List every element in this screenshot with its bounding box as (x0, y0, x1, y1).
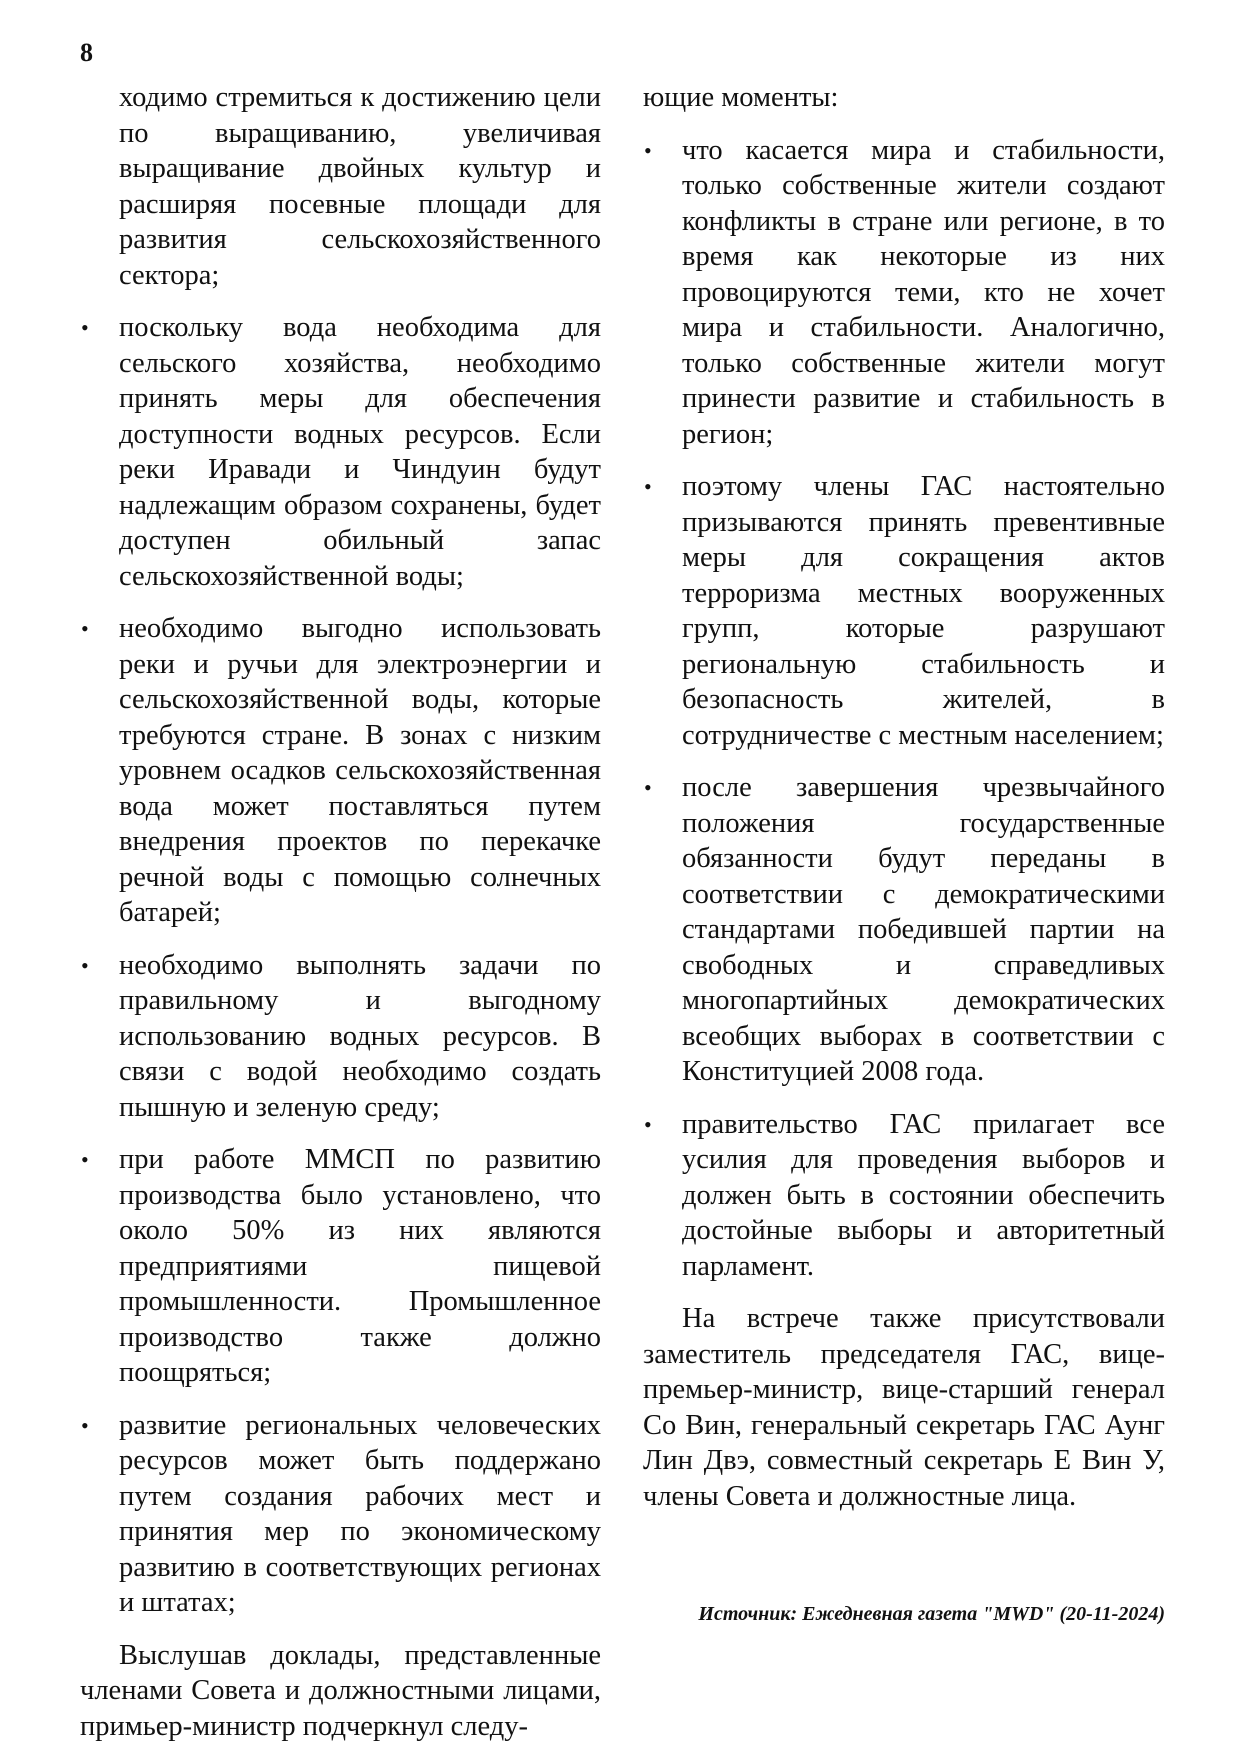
right-closing-paragraph: На встрече также присутствовали заместитель председателя ГАС, вице-премьер-министр, вице-старший генерал Со Вин, генеральный секретарь ГАС Аунг Лин Двэ, совместный секретарь Е Вин У, члены Совета и должностные лица. (643, 1303, 1165, 1512)
source-citation: Источник: Ежедневная газета "MWD" (20-11-2024) (698, 1603, 1165, 1625)
bullet-icon: • (81, 616, 89, 641)
list-item (643, 770, 1165, 1090)
list-item (643, 469, 1165, 753)
bullet-icon: • (81, 315, 89, 340)
list-item-text: необходимо выгодно использовать реки и ручьи для электроэнергии и сельскохозяйственной воды, которые требуются стране. В зонах с низким уровнем осадков сельскохозяйственная вода может поставляться путем внедрения проектов по перекачке речной воды с помощью солнечных батарей; (119, 613, 601, 928)
list-item (80, 948, 601, 1126)
list-item (80, 1142, 601, 1391)
right-continuation-text: ющие моменты: (643, 82, 839, 113)
bullet-icon: • (644, 474, 652, 499)
left-bullet-list (80, 310, 601, 1621)
list-item (643, 133, 1165, 453)
bullet-icon: • (81, 952, 89, 978)
bullet-icon: • (644, 775, 652, 800)
left-continuation-text: ходимо стремиться к достижению цели по выращиванию, увеличивая выращивание двойных культур и расширяя посевные площади для развития сельскохозяйственного сектора; (119, 82, 601, 291)
bullet-icon: • (81, 1147, 89, 1172)
list-item-text: необходимо выполнять задачи по правильному и выгодному использованию водных ресурсов. В связи с водой необходимо создать пышную и зеленую среду; (119, 949, 601, 1123)
list-item-text: поскольку вода необходима для сельского хозяйства, необходимо принять меры для обеспечения доступности водных ресурсов. Если реки Иравади и Чиндуин будут надлежащим образом сохранены, будет доступен обильный запас сельскохозяйственной воды; (119, 312, 601, 592)
list-item-text: что касается мира и стабильности, только собственные жители создают конфликты в стране или регионе, в то время как некоторые из них провоцируются теми, кто не хочет мира и стабильности. Аналогично, только собственные жители могут принести развитие и стабильность в регион; (682, 134, 1165, 450)
list-item-text: после завершения чрезвычайного положения государственные обязанности будут переданы в соответствии с демократическими стандартами победившей партии на свободных и справедливых многопартийных демократических всеобщих выборах в соответствии с Конституцией 2008 года. (682, 772, 1165, 1087)
right-column (643, 80, 1165, 1514)
list-item (80, 310, 601, 594)
left-closing-paragraph: Выслушав доклады, представленные членами Совета и должностными лицами, примьер-министр подчеркнул следу- (80, 1639, 601, 1742)
page-number: 8 (80, 38, 93, 67)
bullet-icon: • (81, 1412, 89, 1438)
list-item-text: при работе ММСП по развитию производства было установлено, что около 50% из них являются предприятиями пищевой промышленности. Промышленное производство также должно поощряться; (119, 1144, 601, 1388)
list-item-text: поэтому члены ГАС настоятельно призываются принять превентивные меры для сокращения актов терроризма местных вооруженных групп, которые разрушают региональную стабильность и безопасность жителей, в сотрудничестве с местным населением; (682, 471, 1165, 751)
list-item (80, 611, 601, 931)
list-item-text: развитие региональных человеческих ресурсов может быть поддержано путем создания рабочих мест и принятия мер по экономическому развитию в соответствующих регионах и штатах; (119, 1409, 601, 1618)
bullet-icon: • (644, 137, 652, 163)
right-bullet-list (643, 133, 1165, 1285)
list-item (80, 1408, 601, 1621)
left-column (80, 80, 601, 1744)
bullet-icon: • (644, 1111, 652, 1137)
list-item (643, 1107, 1165, 1285)
list-item-text: правительство ГАС прилагает все усилия для проведения выборов и должен быть в состоянии обеспечить достойные выборы и авторитетный парламент. (682, 1108, 1165, 1282)
